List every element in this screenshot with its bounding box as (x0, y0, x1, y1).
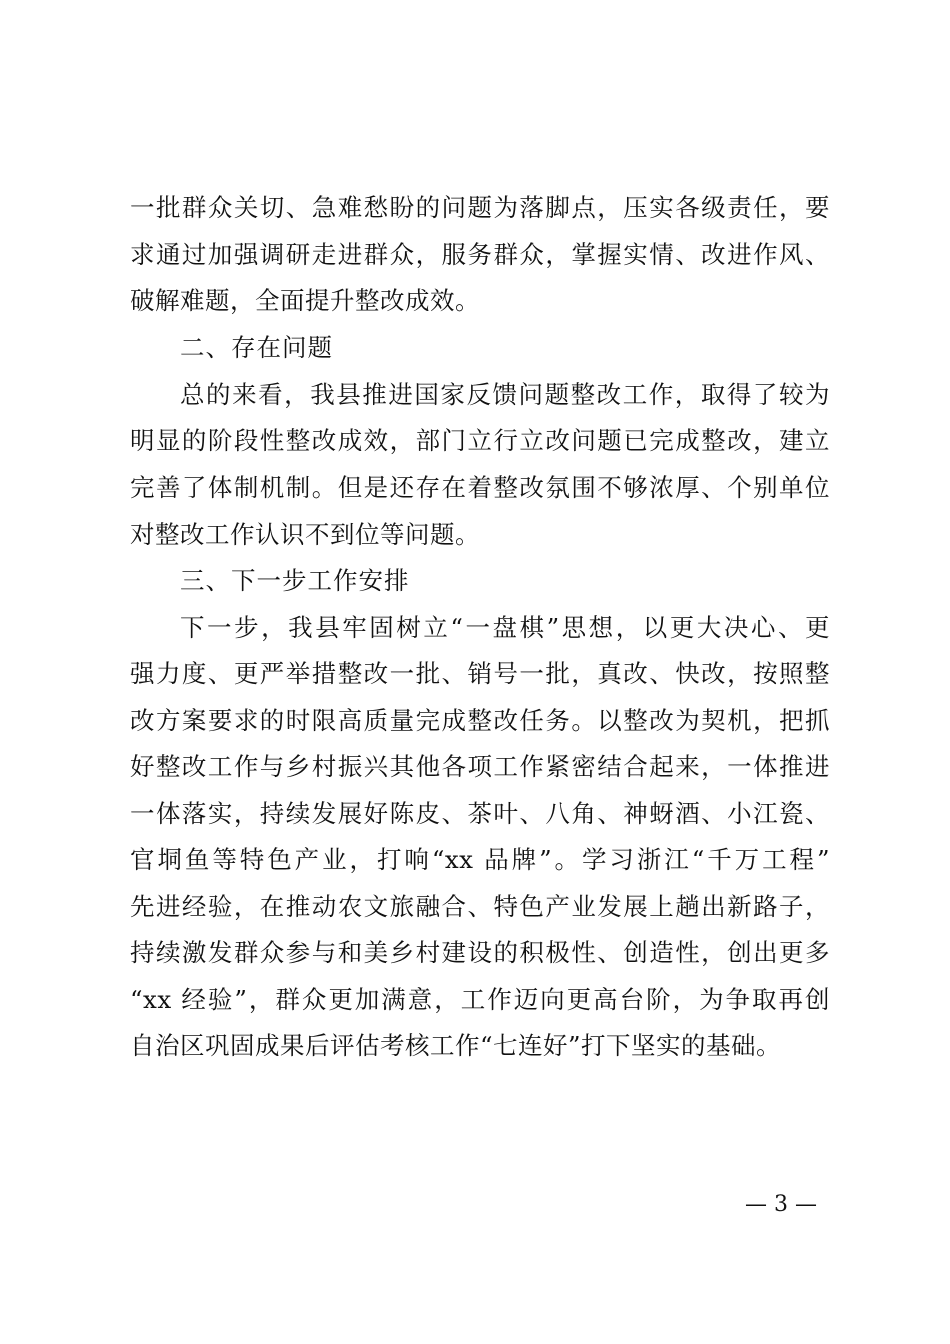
paragraph-line: 破解难题，全面提升整改成效。 (130, 286, 480, 315)
paragraph-line: 先进经验，在推动农文旅融合、特色产业发展上趟出新路子， (130, 892, 830, 921)
paragraph-line: 好整改工作与乡村振兴其他各项工作紧密结合起来，一体推进 (130, 752, 830, 781)
paragraph-line: 改方案要求的时限高质量完成整改任务。以整改为契机，把抓 (130, 706, 830, 735)
paragraph-line: 下一步，我县牢固树立“一盘棋”思想，以更大决心、更 (180, 613, 830, 642)
paragraph-line: 求通过加强调研走进群众，服务群众，掌握实情、改进作风、 (130, 240, 830, 269)
section-heading: 二、存在问题 (180, 333, 333, 362)
paragraph-line: 一批群众关切、急难愁盼的问题为落脚点，压实各级责任，要 (130, 193, 830, 222)
paragraph-line: “xx 经验”，群众更加满意，工作迈向更高台阶，为争取再创 (130, 985, 830, 1014)
paragraph-line: 自治区巩固成果后评估考核工作“七连好”打下坚实的基础。 (130, 1031, 782, 1060)
paragraph-line: 总的来看，我县推进国家反馈问题整改工作，取得了较为 (180, 380, 830, 409)
paragraph-line: 一体落实，持续发展好陈皮、茶叶、八角、神蚜酒、小江瓷、 (130, 799, 830, 828)
paragraph-line: 官垌鱼等特色产业，打响“xx 品牌”。学习浙江“千万工程” (130, 845, 830, 874)
paragraph-line: 完善了体制机制。但是还存在着整改氛围不够浓厚、个别单位 (130, 473, 830, 502)
section-heading: 三、下一步工作安排 (180, 566, 410, 595)
paragraph-line: 明显的阶段性整改成效，部门立行立改问题已完成整改，建立 (130, 426, 830, 455)
paragraph-line: 强力度、更严举措整改一批、销号一批，真改、快改，按照整 (130, 659, 830, 688)
paragraph-line: 持续激发群众参与和美乡村建设的积极性、创造性，创出更多 (130, 938, 830, 967)
page-number: — 3 — (745, 1192, 817, 1217)
paragraph-line: 对整改工作认识不到位等问题。 (130, 520, 480, 549)
